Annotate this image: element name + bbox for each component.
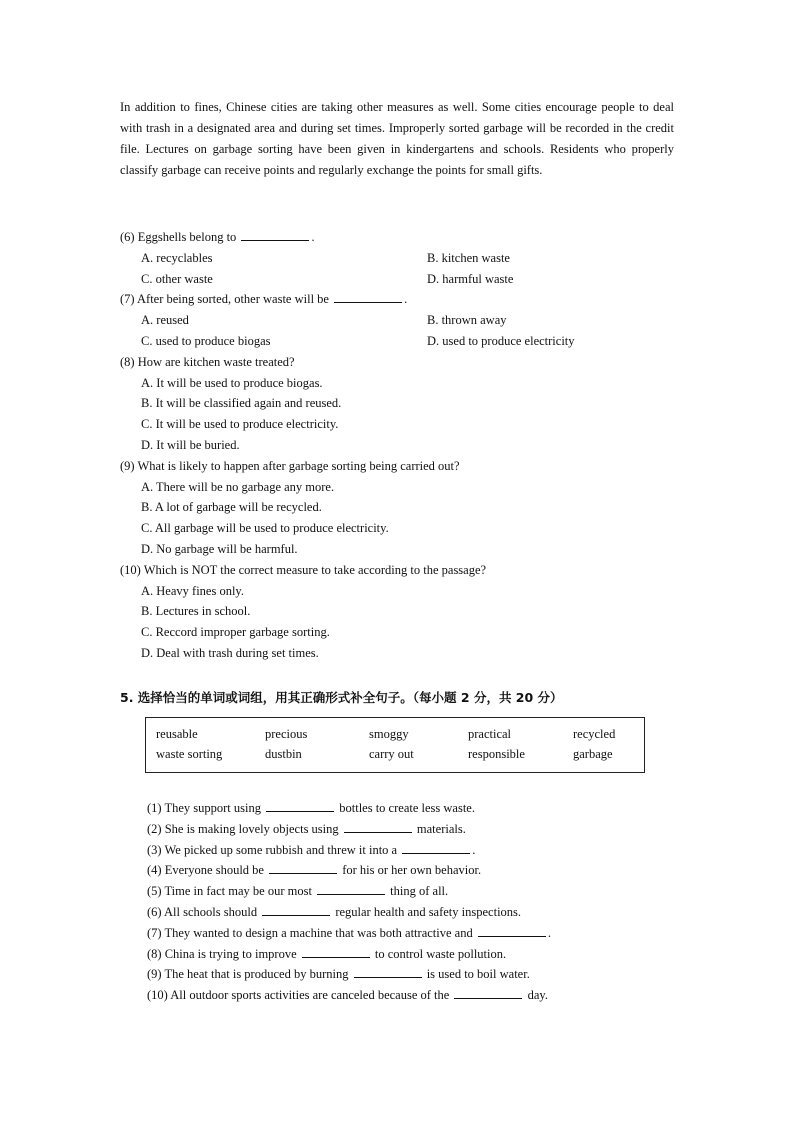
question-7-options-cd [120,331,680,352]
section-5-heading: 5. 选择恰当的单词或词组，用其正确形式补全句子。（每小题 2 分，共 20 分） [120,690,563,705]
answer-blank[interactable] [317,882,385,895]
option-c[interactable]: C. Reccord improper garbage sorting. [141,625,330,640]
option-d[interactable]: D. harmful waste [427,271,514,286]
word-bank-item: smoggy [369,727,409,741]
answer-blank[interactable] [266,799,334,812]
option-c[interactable]: C. other waste [141,271,213,286]
word-bank-item: practical [468,727,512,741]
option-c[interactable]: C. All garbage will be used to produce electricity. [141,521,389,536]
sentence-7: (7) They wanted to design a machine that was both attractive and . [147,925,551,940]
word-bank-row [146,744,644,764]
sentence-9: (9) The heat that is produced by burning is used to boil water. [147,967,530,982]
option-b[interactable]: B. kitchen waste [427,250,510,265]
word-bank-item: reusable [156,727,198,741]
option-d[interactable]: D. Deal with trash during set times. [141,645,319,660]
word-bank-item: waste sorting [156,747,223,761]
answer-blank[interactable] [454,986,522,999]
sentence-5: (5) Time in fact may be our most thing of all. [147,884,449,899]
multiple-choice-questions [120,227,680,664]
word-bank-item: responsible [468,747,525,761]
question-6-stem: (6) Eggshells belong to . [120,230,315,244]
option-b[interactable]: B. thrown away [427,313,507,328]
sentence-6: (6) All schools should regular health and safety inspections. [147,904,522,919]
option-c[interactable]: C. used to produce biogas [141,333,271,348]
word-bank-item: dustbin [265,747,302,761]
question-7-options-ab [120,310,680,331]
question-8-stem: (8) How are kitchen waste treated? [120,354,295,369]
option-d[interactable]: D. It will be buried. [141,437,240,452]
sentence-3: (3) We picked up some rubbish and threw it into a . [147,842,476,857]
word-bank-item: precious [265,727,308,741]
option-c[interactable]: C. It will be used to produce electricity. [141,417,339,432]
option-a[interactable]: A. There will be no garbage any more. [141,479,335,494]
question-10-stem: (10) Which is NOT the correct measure to take according to the passage? [120,562,487,577]
option-a[interactable]: A. reused [141,313,189,328]
question-9-stem: (9) What is likely to happen after garbage sorting being carried out? [120,458,460,473]
option-b[interactable]: B. A lot of garbage will be recycled. [141,500,322,515]
answer-blank[interactable] [269,861,337,874]
sentence-8: (8) China is trying to improve to control waste pollution. [147,946,507,961]
answer-blank[interactable] [402,841,470,854]
fill-in-sentences [147,798,647,1006]
option-a[interactable]: A. Heavy fines only. [141,583,244,598]
answer-blank[interactable] [334,290,402,303]
option-d[interactable]: D. used to produce electricity [427,333,575,348]
answer-blank[interactable] [241,228,309,241]
answer-blank[interactable] [354,965,422,978]
word-bank-item: carry out [369,747,414,761]
option-d[interactable]: D. No garbage will be harmful. [141,541,298,556]
option-b[interactable]: B. It will be classified again and reused. [141,396,342,411]
word-bank-item: garbage [573,747,613,761]
word-bank-item: recycled [573,727,616,741]
question-7-stem: (7) After being sorted, other waste will be . [120,292,408,307]
sentence-1: (1) They support using bottles to create less waste. [147,801,475,815]
answer-blank[interactable] [302,945,370,958]
reading-passage: In addition to fines, Chinese cities are taking other measures as well. Some cities encourage people to deal with trash in a designated area and during set times. Improperly sorted garbage will be recorded in the credit file. Lectures on garbage sorting have been given in kindergartens and schools. Residents who properly classify garbage can receive points and regularly exchange the points for small gifts. [120,100,674,177]
answer-blank[interactable] [262,903,330,916]
sentence-2: (2) She is making lovely objects using materials. [147,821,466,836]
answer-blank[interactable] [344,820,412,833]
answer-blank[interactable] [478,924,546,937]
sentence-4: (4) Everyone should be for his or her own behavior. [147,863,482,878]
word-bank-box [145,717,645,773]
sentence-10: (10) All outdoor sports activities are canceled because of the day. [147,988,548,1003]
word-bank-row [146,724,644,744]
option-b[interactable]: B. Lectures in school. [141,604,251,619]
option-a[interactable]: A. recyclables [141,250,213,265]
option-a[interactable]: A. It will be used to produce biogas. [141,375,323,390]
question-6-options-cd [120,269,680,290]
question-6-options-ab [120,248,680,269]
